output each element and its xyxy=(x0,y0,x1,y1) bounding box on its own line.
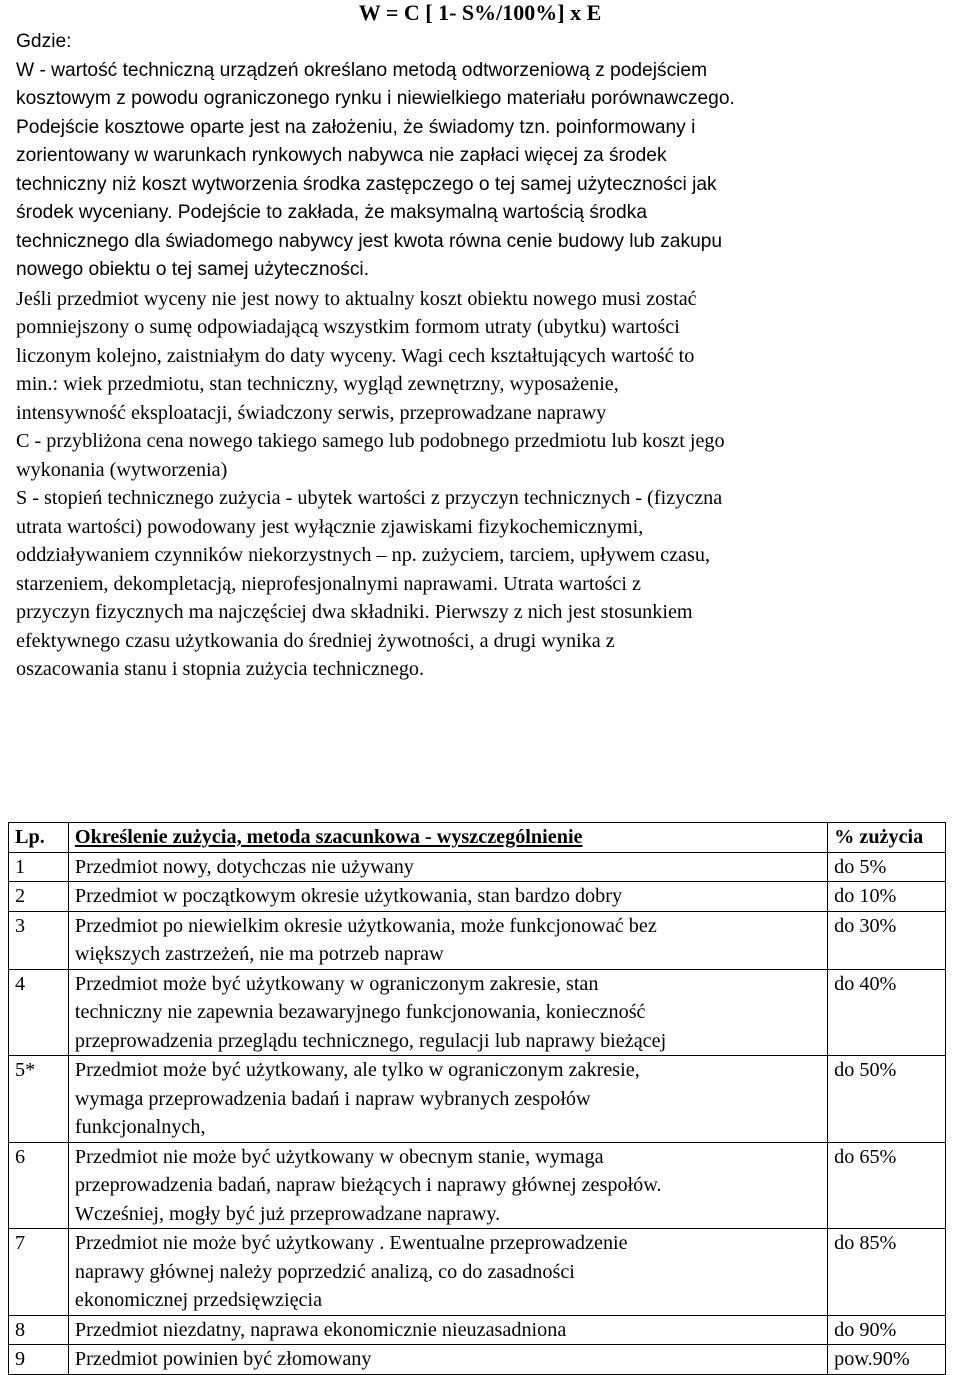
row-description xyxy=(68,882,827,912)
row-number: 3 xyxy=(9,911,69,969)
row-number: 7 xyxy=(9,1229,69,1316)
row-percent: do 40% xyxy=(828,969,946,1056)
description-line: Przedmiot nie może być użytkowany . Ewentualne przeprowadzenie xyxy=(74,1232,628,1254)
table-row xyxy=(9,1345,946,1375)
row-percent: do 30% xyxy=(828,911,946,969)
text-line: intensywność eksploatacji, świadczony serwis, przeprowadzane naprawy xyxy=(16,401,607,424)
row-description xyxy=(68,1229,827,1316)
row-description xyxy=(68,911,827,969)
row-description xyxy=(68,1315,827,1345)
table-row xyxy=(9,911,946,969)
description-line: Wcześniej, mogły być już przeprowadzane naprawy. xyxy=(74,1202,501,1225)
row-number: 2 xyxy=(9,882,69,912)
wear-table xyxy=(8,822,946,1375)
description-line: techniczny nie zapewnia bezawaryjnego funkcjonowania, konieczność xyxy=(74,1001,646,1023)
description-line: Przedmiot nowy, dotychczas nie używany xyxy=(74,855,414,878)
text-line: oddziaływaniem czynników niekorzystnych – np. zużyciem, tarciem, upływem czasu, xyxy=(16,544,710,566)
text-line: nowego obiektu o tej samej użyteczności. xyxy=(16,259,370,280)
table-row xyxy=(9,1315,946,1345)
row-description xyxy=(68,1142,827,1229)
table-row xyxy=(9,1142,946,1229)
table-row xyxy=(9,1056,946,1143)
text-line: starzeniem, dekompletacją, nieprofesjonalnymi naprawami. Utrata wartości z xyxy=(16,572,642,595)
description-line: naprawy głównej należy poprzedzić analizą, co do zasadności xyxy=(74,1260,575,1283)
table-row xyxy=(9,882,946,912)
row-description xyxy=(68,1056,827,1143)
text-line: przyczyn fizycznych ma najczęściej dwa składniki. Pierwszy z nich jest stosunkiem xyxy=(16,601,693,623)
description-line: Przedmiot w początkowym okresie użytkowania, stan bardzo dobry xyxy=(74,885,623,907)
text-line: wykonania (wytworzenia) xyxy=(16,458,228,481)
description-line: Przedmiot powinien być złomowany xyxy=(74,1348,372,1370)
text-line: utrata wartości) powodowany jest wyłącznie zjawiskami fizykochemicznymi, xyxy=(16,515,644,538)
row-percent: do 50% xyxy=(828,1056,946,1143)
row-description xyxy=(68,969,827,1056)
text-line: Podejście kosztowe oparte jest na założeniu, że świadomy tzn. poinformowany i xyxy=(16,116,696,138)
description-line: wymaga przeprowadzenia badań i napraw wybranych zespołów xyxy=(74,1087,591,1110)
text-line: oszacowania stanu i stopnia zużycia technicznego. xyxy=(16,658,425,680)
row-number: 9 xyxy=(9,1345,69,1375)
row-percent: do 90% xyxy=(828,1315,946,1345)
description-line: przeprowadzenia przeglądu technicznego, regulacji lub naprawy bieżącej xyxy=(74,1029,667,1052)
text-line: Jeśli przedmiot wyceny nie jest nowy to aktualny koszt obiektu nowego musi zostać xyxy=(16,287,697,310)
row-percent: pow.90% xyxy=(828,1345,946,1375)
intro-text xyxy=(16,28,946,684)
text-line: liczonym kolejno, zaistniałym do daty wyceny. Wagi cech kształtujących wartość to xyxy=(16,344,695,367)
description-line: ekonomicznej przedsięwzięcia xyxy=(74,1289,323,1311)
description-line: Przedmiot może być użytkowany w ograniczonym zakresie, stan xyxy=(74,972,599,995)
row-percent: do 85% xyxy=(828,1229,946,1316)
description-line: Przedmiot może być użytkowany, ale tylko w ograniczonym zakresie, xyxy=(74,1059,640,1081)
description-line: funkcjonalnych, xyxy=(74,1116,206,1138)
table-row xyxy=(9,969,946,1056)
text-line: min.: wiek przedmiotu, stan techniczny, wygląd zewnętrzny, wyposażenie, xyxy=(16,373,619,395)
row-percent: do 5% xyxy=(828,852,946,882)
text-line: efektywnego czasu użytkowania do średniej żywotności, a drugi wynika z xyxy=(16,629,615,652)
row-percent: do 10% xyxy=(828,882,946,912)
text-line: C - przybliżona cena nowego takiego samego lub podobnego przedmiotu lub koszt jego xyxy=(16,430,725,452)
header-lp: Lp. xyxy=(9,823,69,853)
table-row xyxy=(9,1229,946,1316)
text-line: pomniejszony o sumę odpowiadającą wszystkim formom utraty (ubytku) wartości xyxy=(16,316,680,338)
row-description xyxy=(68,1345,827,1375)
description-line: większych zastrzeżeń, nie ma potrzeb napraw xyxy=(74,943,444,965)
description-line: Przedmiot niezdatny, naprawa ekonomicznie nieuzasadniona xyxy=(74,1318,567,1341)
header-percent: % zużycia xyxy=(828,823,946,853)
row-description xyxy=(68,852,827,882)
row-number: 8 xyxy=(9,1315,69,1345)
text-line: Gdzie: xyxy=(16,31,72,52)
table-header-row xyxy=(9,823,946,853)
row-number: 1 xyxy=(9,852,69,882)
text-line: W - wartość techniczną urządzeń określano metodą odtworzeniową z podejściem xyxy=(16,59,708,81)
text-line: kosztowym z powodu ograniczonego rynku i niewielkiego materiału porównawczego. xyxy=(16,88,735,109)
text-line: techniczny niż koszt wytworzenia środka zastępczego o tej samej użyteczności jak xyxy=(16,173,717,195)
table-row xyxy=(9,852,946,882)
description-line: Przedmiot nie może być użytkowany w obecnym stanie, wymaga xyxy=(74,1145,604,1168)
row-number: 6 xyxy=(9,1142,69,1229)
text-line: zorientowany w warunkach rynkowych nabywca nie zapłaci więcej za środek xyxy=(16,145,667,166)
description-line: Przedmiot po niewielkim okresie użytkowania, może funkcjonować bez xyxy=(74,914,657,937)
header-description: Określenie zużycia, metoda szacunkowa - wyszczególnienie xyxy=(68,823,827,853)
formula-heading: W = C [ 1- S%/100%] x E xyxy=(358,0,602,25)
text-line: S - stopień technicznego zużycia - ubytek wartości z przyczyn technicznych - (fizyczna xyxy=(16,487,723,509)
row-number: 5* xyxy=(9,1056,69,1143)
row-number: 4 xyxy=(9,969,69,1056)
text-line: technicznego dla świadomego nabywcy jest kwota równa cenie budowy lub zakupu xyxy=(16,230,723,252)
description-line: przeprowadzenia badań, napraw bieżących i naprawy głównej zespołów. xyxy=(74,1174,662,1196)
row-percent: do 65% xyxy=(828,1142,946,1229)
text-line: środek wyceniany. Podejście to zakłada, że maksymalną wartością środka xyxy=(16,202,647,223)
